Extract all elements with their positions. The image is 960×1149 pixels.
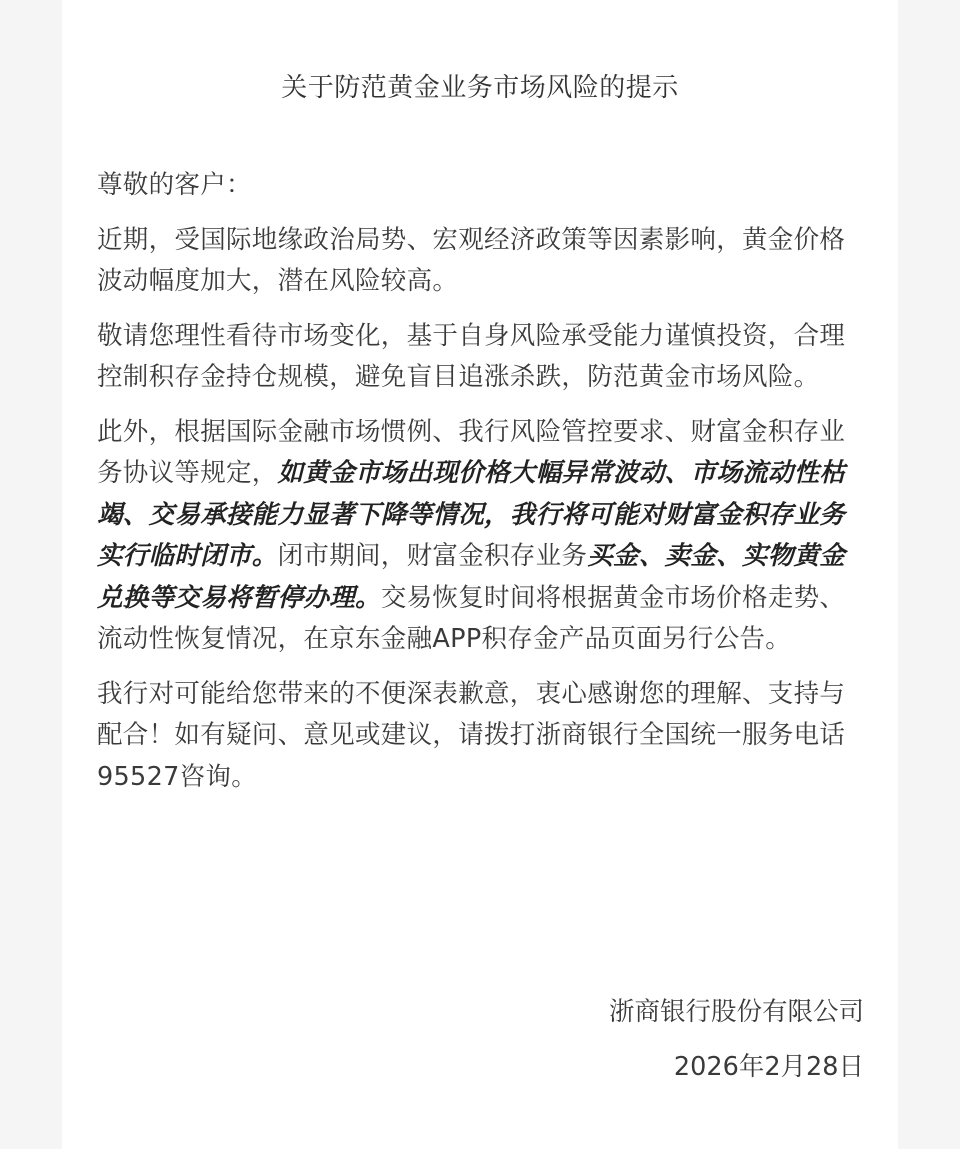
closure-intro-text: 此外，根据国际金融市场惯例、我行风险管控要求、财富金积存业务协议等规定， <box>97 416 846 488</box>
signature-block <box>609 992 864 1088</box>
paragraph-invest-advice: 敬请您理性看待市场变化，基于自身风险承受能力谨慎投资，合理控制积存金持仓规模，避免盲目追涨杀跌，防范黄金市场风险。 <box>97 320 846 392</box>
notice-date: 2026年2月28日 <box>673 1051 864 1082</box>
paragraph-market-closure <box>97 412 849 661</box>
resumption-text: 交易恢复时间将根据黄金市场价格走势、流动性恢复情况，在京东金融APP积存金产品页面另行公告。 <box>97 582 846 654</box>
notice-page <box>62 0 898 1149</box>
company-name: 浙商银行股份有限公司 <box>608 997 864 1027</box>
notice-title: 关于防范黄金业务市场风险的提示 <box>281 73 679 103</box>
paragraph-market-volatility: 近期，受国际地缘政治局势、宏观经济政策等因素影响，黄金价格波动幅度加大，潜在风险较高。 <box>97 224 846 296</box>
closure-period-text: 闭市期间，财富金积存业务 <box>277 541 588 571</box>
trading-suspension-emphasis: 买金、卖金、实物黄金兑换等交易将暂停办理。 <box>97 541 846 613</box>
greeting: 尊敬的客户： <box>97 170 252 200</box>
paragraph-apology-contact: 我行对可能给您带来的不便深表歉意，衷心感谢您的理解、支持与配合！如有疑问、意见或建议，请拨打浙商银行全国统一服务电话95527咨询。 <box>97 678 846 792</box>
closure-warning-emphasis: 如黄金市场出现价格大幅异常波动、市场流动性枯竭、交易承接能力显著下降等情况，我行将可能对财富金积存业务实行临时闭市。 <box>97 458 846 571</box>
notice-body <box>97 165 849 811</box>
